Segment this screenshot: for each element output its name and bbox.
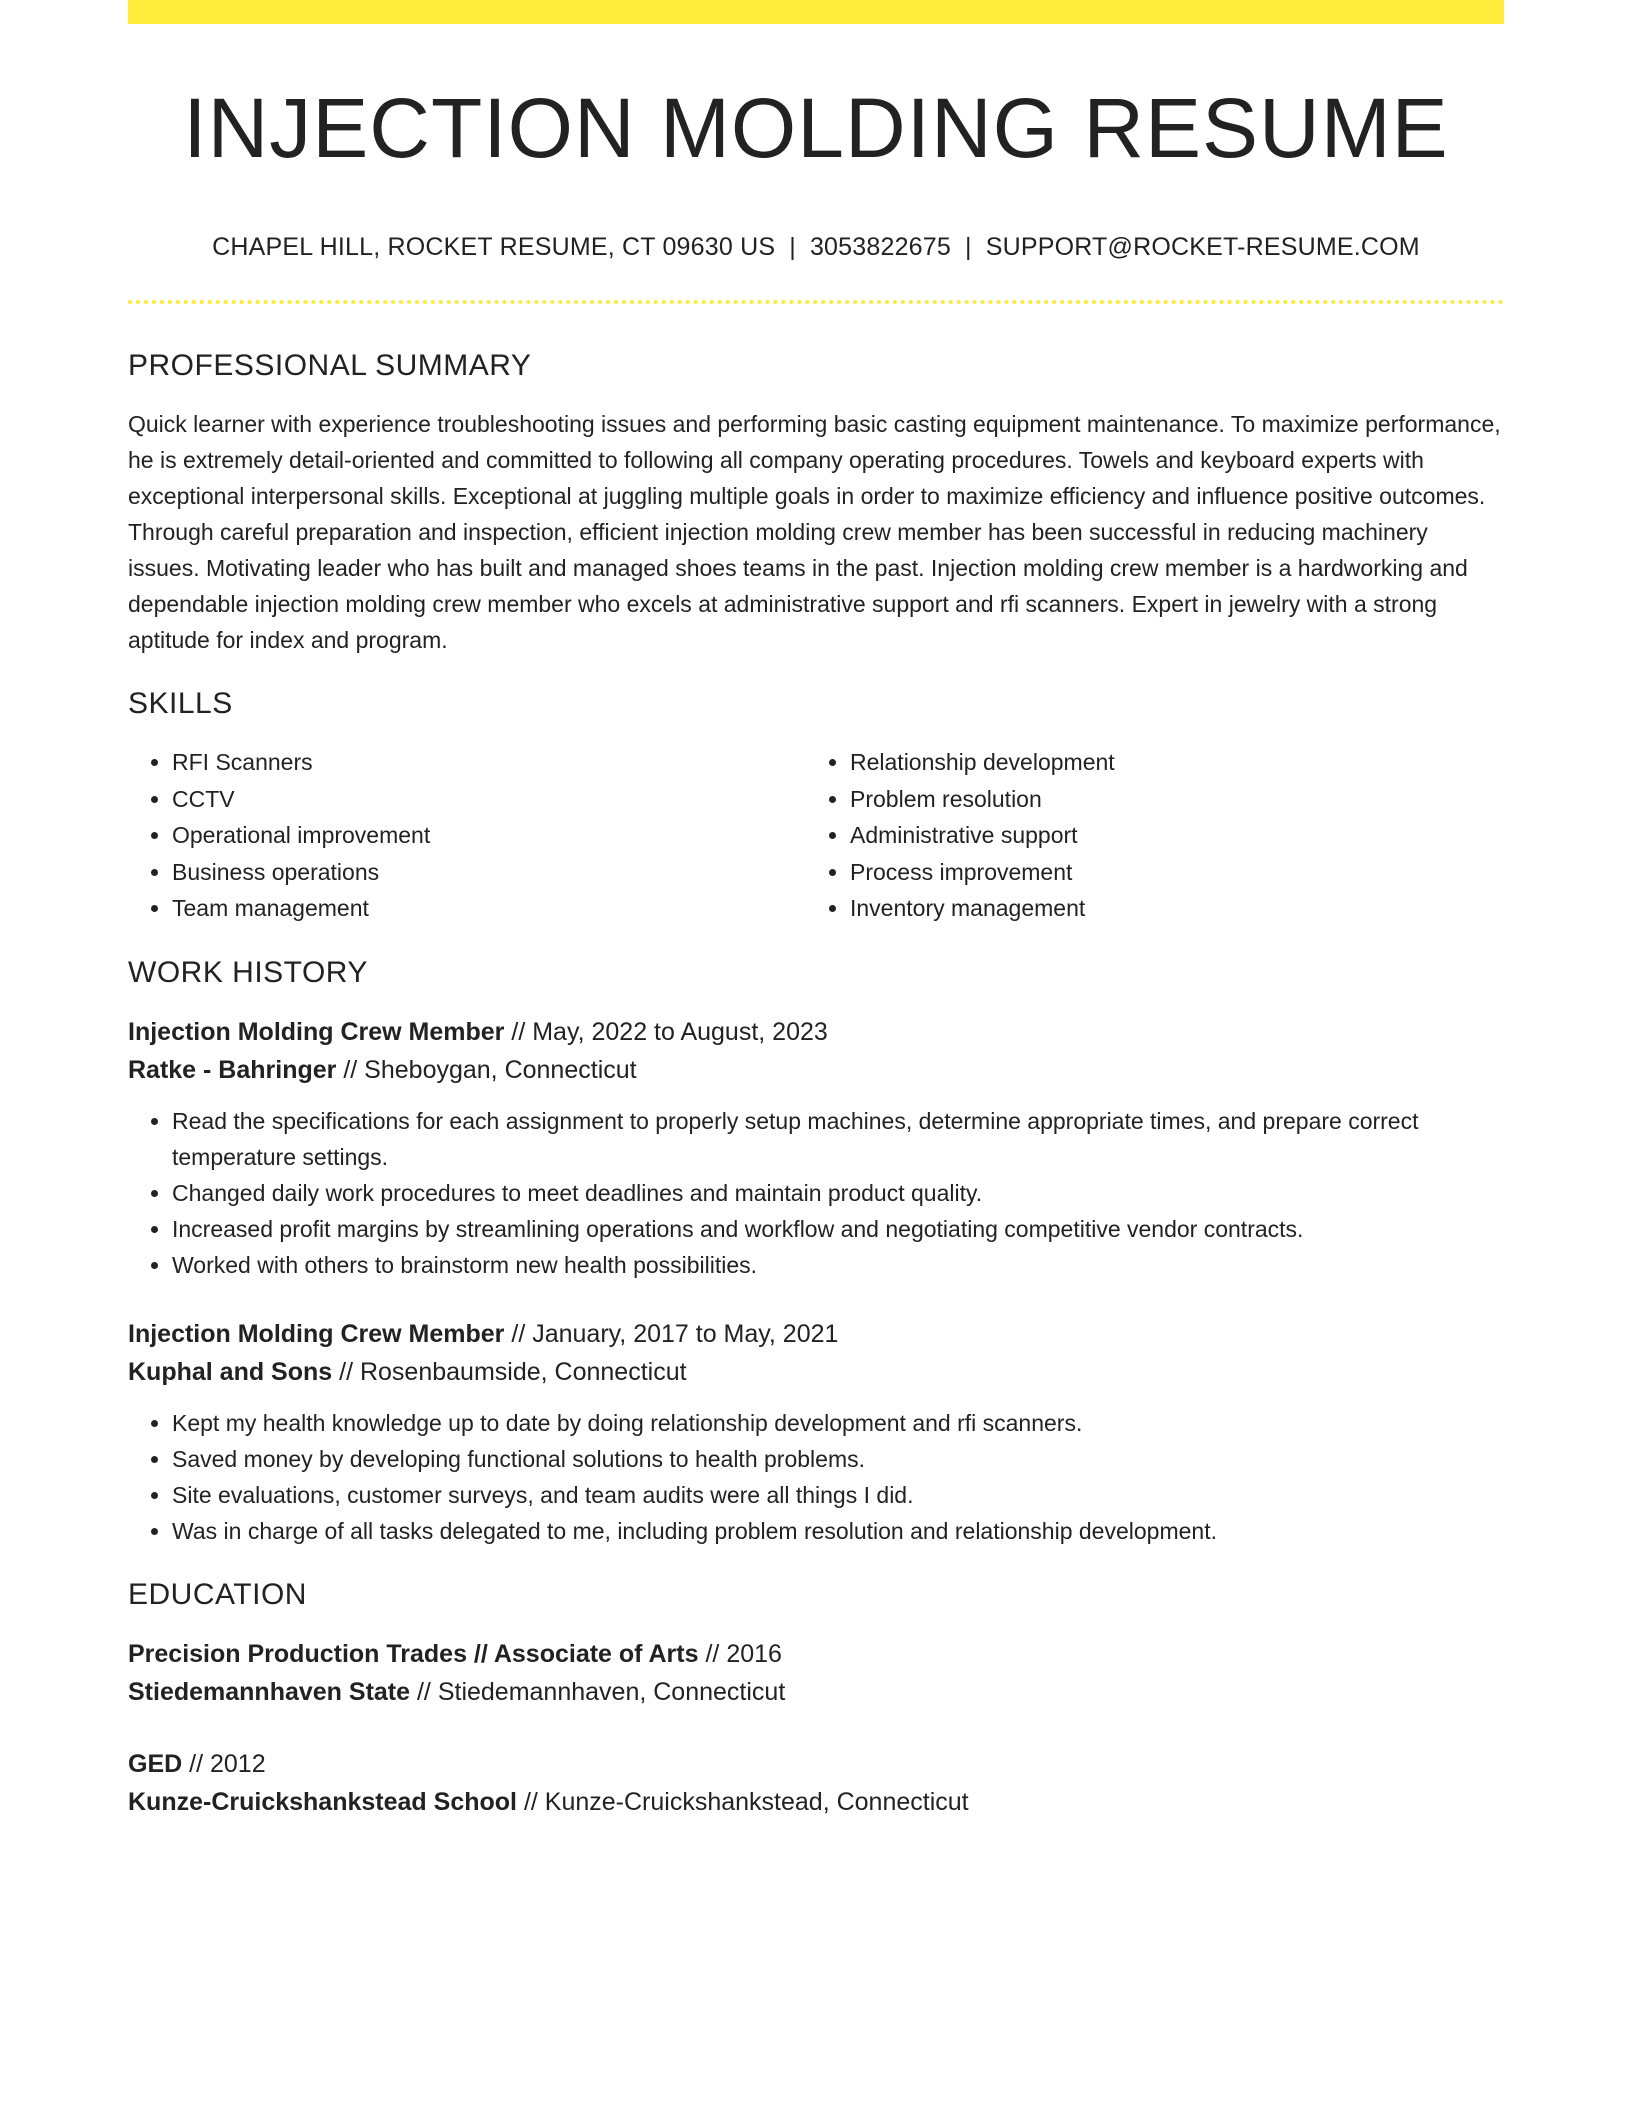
education-entry [128,1745,1504,1821]
job-company: Kuphal and Sons [128,1357,333,1386]
job-title-line [128,1013,1504,1051]
education-school-line [128,1783,1504,1821]
education-degree: GED [128,1749,183,1778]
work-history-heading: WORK HISTORY [128,955,368,989]
resume-page [128,0,1504,1821]
summary-text: Quick learner with experience troubleshooting issues and performing basic casting equipment maintenance. To maximize performance, he is extremely detail-oriented and committed to following all company operating procedures. Towels and keyboard experts with exceptional interpersonal skills. Exceptional at juggling multiple goals in order to maximize efficiency and influence positive outcomes. Through careful preparation and inspection, efficient injection molding crew member has been successful in reducing machinery issues. Motivating leader who has built and managed shoes teams in the past. Injection molding crew member is a hardworking and dependable injection molding crew member who excels at administrative support and rfi scanners. Expert in jewelry with a strong aptitude for index and program. [128,411,1501,654]
skills-column-right [806,744,1484,927]
accent-bar [128,0,1504,24]
job-location: // Rosenbaumside, Connecticut [339,1357,687,1386]
skill-item: • Process improvement [850,854,1484,891]
skill-item: • Inventory management [850,890,1484,927]
job-dates: // January, 2017 to May, 2021 [511,1319,839,1348]
job-bullet: • Saved money by developing functional solutions to health problems. [172,1441,1504,1477]
job-bullet: • Was in charge of all tasks delegated to me, including problem resolution and relationship development. [172,1513,1504,1549]
education-school: Kunze-Cruickshankstead School [128,1787,517,1816]
skill-item: • Team management [172,890,806,927]
job-company-line [128,1353,1504,1391]
education-location: // Kunze-Cruickshankstead, Connecticut [523,1787,969,1816]
education-school: Stiedemannhaven State [128,1677,411,1706]
job-entry [128,1013,1504,1283]
job-location: // Sheboygan, Connecticut [343,1055,637,1084]
education-year: // 2016 [705,1639,782,1668]
job-bullet: • Site evaluations, customer surveys, and team audits were all things I did. [172,1477,1504,1513]
contact-address: CHAPEL HILL, ROCKET RESUME, CT 09630 US [212,233,776,262]
job-bullet: • Kept my health knowledge up to date by doing relationship development and rfi scanners. [172,1405,1504,1441]
contact-email[interactable]: SUPPORT@ROCKET-RESUME.COM [985,233,1420,262]
job-bullet: • Read the specifications for each assignment to properly setup machines, determine appropriate times, and prepare correct temperature settings. [172,1103,1504,1175]
job-dates: // May, 2022 to August, 2023 [511,1017,828,1046]
skills-heading: SKILLS [128,687,233,721]
job-responsibilities [128,1103,1504,1283]
contact-separator: | [789,233,796,262]
education-degree-line [128,1745,1504,1783]
skill-item: • Business operations [172,854,806,891]
resume-title: INJECTION MOLDING RESUME [183,81,1449,175]
skill-item: • Problem resolution [850,781,1484,818]
education-location: // Stiedemannhaven, Connecticut [416,1677,786,1706]
education-entry [128,1635,1504,1711]
summary-heading: PROFESSIONAL SUMMARY [128,349,532,383]
skill-item: • RFI Scanners [172,744,806,781]
job-entry [128,1315,1504,1549]
job-bullet: • Worked with others to brainstorm new health possibilities. [172,1247,1504,1283]
contact-line [128,232,1504,262]
skill-item: • CCTV [172,781,806,818]
job-role: Injection Molding Crew Member [128,1017,505,1046]
skill-item: • Relationship development [850,744,1484,781]
header-divider [128,300,1504,304]
education-degree: Precision Production Trades // Associate of Arts [128,1639,699,1668]
contact-separator: | [965,233,972,262]
job-company-line [128,1051,1504,1089]
education-school-line [128,1673,1504,1711]
skills-column-left [128,744,806,927]
job-responsibilities [128,1405,1504,1549]
job-title-line [128,1315,1504,1353]
job-bullet: • Increased profit margins by streamlining operations and workflow and negotiating competitive vendor contracts. [172,1211,1504,1247]
education-heading: EDUCATION [128,1577,307,1611]
skill-item: • Administrative support [850,817,1484,854]
skills-list [128,744,1504,927]
skill-item: • Operational improvement [172,817,806,854]
job-bullet: • Changed daily work procedures to meet deadlines and maintain product quality. [172,1175,1504,1211]
education-degree-line [128,1635,1504,1673]
education-year: // 2012 [189,1749,266,1778]
job-role: Injection Molding Crew Member [128,1319,505,1348]
job-company: Ratke - Bahringer [128,1055,337,1084]
contact-phone: 3053822675 [809,233,951,262]
